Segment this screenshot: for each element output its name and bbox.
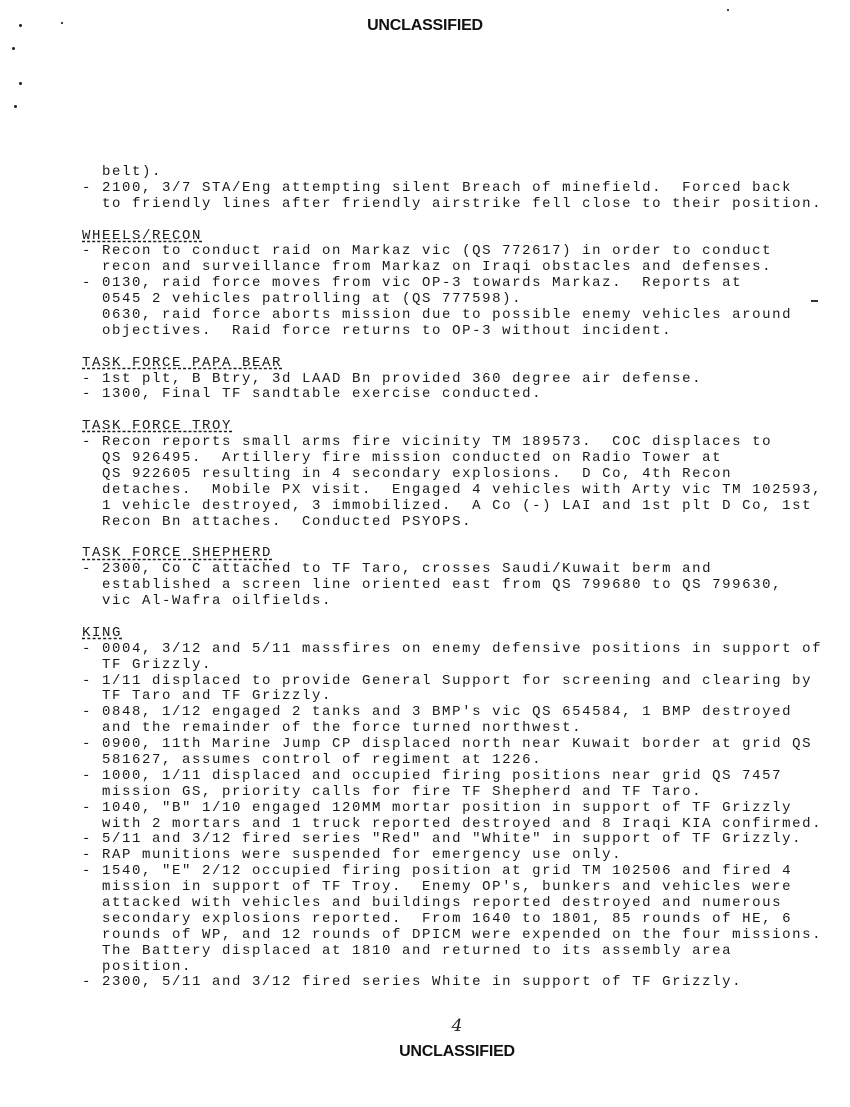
line-text: with 2 mortars and 1 truck reported destroyed and 8 Iraqi KIA confirmed. (102, 815, 823, 832)
section (82, 340, 822, 404)
line-text: 0900, 11th Marine Jump CP displaced north near Kuwait border at grid QS (102, 736, 813, 753)
text-line (82, 832, 822, 848)
text-line (82, 912, 822, 928)
section-heading-text: WHEELS/RECON (82, 227, 203, 244)
text-line (82, 658, 822, 674)
indent (82, 752, 102, 768)
line-text: detaches. Mobile PX visit. Engaged 4 vehicles with Arty vic TM 102593, (102, 481, 823, 498)
text-line (82, 292, 822, 308)
blank-line (82, 213, 822, 229)
scan-speck (12, 47, 15, 50)
text-line (82, 737, 822, 753)
list-item (82, 244, 822, 276)
line-text: QS 926495. Artillery fire mission conducted on Radio Tower at (102, 450, 723, 467)
line-text: rounds of WP, and 12 rounds of DPICM were expended on the four missions. (102, 926, 823, 943)
list-item (82, 165, 822, 181)
section-heading (82, 626, 822, 642)
line-text: 0130, raid force moves from vic OP-3 towards Markaz. Reports at (102, 275, 743, 292)
line-text: TF Grizzly. (102, 656, 213, 673)
text-line (82, 483, 822, 499)
indent (82, 688, 102, 704)
line-text: established a screen line oriented east from QS 799680 to QS 799630, (102, 577, 783, 594)
scan-speck (14, 105, 17, 108)
line-text: mission in support of TF Troy. Enemy OP's, bunkers and vehicles were (102, 879, 793, 896)
text-line (82, 801, 822, 817)
list-item (82, 975, 822, 991)
section-heading-text: TASK FORCE PAPA BEAR (82, 354, 283, 371)
line-text: 1 vehicle destroyed, 3 immobilized. A Co (-) LAI and 1st plt D Co, 1st (102, 497, 813, 514)
text-line (82, 181, 822, 197)
text-line (82, 689, 822, 705)
line-text: 2300, 5/11 and 3/12 fired series White in support of TF Grizzly. (102, 974, 743, 991)
classification-header: UNCLASSIFIED (367, 17, 483, 34)
text-line (82, 944, 822, 960)
section-heading-text: TASK FORCE TROY (82, 418, 233, 435)
list-item (82, 801, 822, 833)
text-line (82, 197, 822, 213)
section (82, 213, 822, 340)
bullet-dash: - (82, 863, 103, 880)
text-line (82, 499, 822, 515)
line-text: belt). (102, 164, 163, 180)
section-heading (82, 546, 822, 562)
text-line (82, 721, 822, 737)
line-text: 0848, 1/12 engaged 2 tanks and 3 BMP's vic QS 654584, 1 BMP destroyed (102, 704, 793, 721)
line-text: objectives. Raid force returns to OP-3 without incident. (102, 322, 673, 339)
text-line (82, 928, 822, 944)
text-line (82, 467, 822, 483)
section-heading (82, 229, 822, 245)
text-line (82, 769, 822, 785)
list-item (82, 435, 822, 530)
indent (82, 514, 102, 530)
indent (82, 307, 102, 323)
text-line (82, 753, 822, 769)
indent (82, 895, 102, 911)
indent (82, 720, 102, 736)
line-text: 0630, raid force aborts mission due to possible enemy vehicles around (102, 307, 793, 324)
text-line (82, 642, 822, 658)
blank-line (82, 610, 822, 626)
bullet-dash: - (82, 386, 103, 403)
text-line (82, 864, 822, 880)
line-text: attacked with vehicles and buildings reported destroyed and numerous (102, 894, 783, 911)
list-item (82, 276, 822, 340)
text-line (82, 594, 822, 610)
bullet-dash: - (82, 434, 103, 451)
text-line (82, 324, 822, 340)
bullet-dash: - (82, 736, 103, 753)
indent (82, 879, 102, 895)
section (82, 610, 822, 991)
line-text: Recon to conduct raid on Markaz vic (QS 772617) in order to conduct (102, 243, 773, 260)
section (82, 165, 822, 213)
line-text: Recon Bn attaches. Conducted PSYOPS. (102, 513, 473, 530)
list-item (82, 737, 822, 769)
text-line (82, 674, 822, 690)
text-line (82, 880, 822, 896)
line-text: to friendly lines after friendly airstrike fell close to their position. (102, 195, 823, 212)
text-line (82, 705, 822, 721)
text-line (82, 387, 822, 403)
text-line (82, 276, 822, 292)
text-line (82, 785, 822, 801)
line-text: 0545 2 vehicles patrolling at (QS 777598). (102, 291, 523, 308)
indent (82, 593, 102, 609)
line-text: mission GS, priority calls for fire TF Shepherd and TF Taro. (102, 783, 703, 800)
classification-footer: UNCLASSIFIED (399, 1043, 515, 1060)
line-text: 2300, Co C attached to TF Taro, crosses Saudi/Kuwait berm and (102, 561, 713, 578)
text-line (82, 817, 822, 833)
bullet-dash: - (82, 640, 103, 657)
bullet-dash: - (82, 561, 103, 578)
line-text: RAP munitions were suspended for emergency use only. (102, 847, 623, 864)
text-line (82, 165, 822, 181)
line-text: and the remainder of the force turned northwest. (102, 720, 583, 737)
line-text: 5/11 and 3/12 fired series "Red" and "White" in support of TF Grizzly. (102, 831, 803, 848)
bullet-dash: - (82, 243, 103, 260)
text-line (82, 975, 822, 991)
bullet-dash: - (82, 767, 103, 784)
indent (82, 259, 102, 275)
indent (82, 911, 102, 927)
bullet-dash: - (82, 275, 103, 292)
bullet-dash: - (82, 672, 103, 689)
text-line (82, 244, 822, 260)
line-text: 1040, "B" 1/10 engaged 120MM mortar position in support of TF Grizzly (102, 799, 793, 816)
scan-speck (727, 9, 729, 11)
text-line (82, 960, 822, 976)
list-item (82, 642, 822, 674)
blank-line (82, 403, 822, 419)
text-line (82, 848, 822, 864)
section (82, 530, 822, 609)
list-item (82, 562, 822, 610)
list-item (82, 848, 822, 864)
line-text: TF Taro and TF Grizzly. (102, 688, 333, 705)
line-text: 1st plt, B Btry, 3d LAAD Bn provided 360 degree air defense. (102, 370, 703, 387)
line-text: position. (102, 958, 193, 975)
document-body (82, 165, 822, 991)
text-line (82, 435, 822, 451)
section (82, 403, 822, 530)
line-text: secondary explosions reported. From 1640 to 1801, 85 rounds of HE, 6 (102, 910, 793, 927)
text-line (82, 260, 822, 276)
indent (82, 959, 102, 975)
text-line (82, 896, 822, 912)
indent (82, 196, 102, 212)
indent (82, 482, 102, 498)
section-heading-text: TASK FORCE SHEPHERD (82, 545, 273, 562)
text-line (82, 372, 822, 388)
scan-speck (19, 24, 22, 27)
line-text: vic Al-Wafra oilfields. (102, 593, 333, 610)
bullet-dash: - (82, 179, 103, 196)
bullet-dash: - (82, 370, 103, 387)
text-line (82, 515, 822, 531)
line-text: 581627, assumes control of regiment at 1226. (102, 751, 543, 768)
section-heading-text: KING (82, 624, 123, 641)
line-text: 1000, 1/11 displaced and occupied firing positions near grid QS 7457 (102, 767, 783, 784)
line-text: 1/11 displaced to provide General Support for screening and clearing by (102, 672, 813, 689)
line-text: The Battery displaced at 1810 and returned to its assembly area (102, 942, 733, 959)
indent (82, 577, 102, 593)
text-line (82, 578, 822, 594)
indent (82, 291, 102, 307)
indent (82, 450, 102, 466)
text-line (82, 562, 822, 578)
blank-line (82, 340, 822, 356)
text-line (82, 308, 822, 324)
line-text: 0004, 3/12 and 5/11 massfires on enemy defensive positions in support of (102, 640, 823, 657)
page-number: 4 (451, 1016, 463, 1036)
indent (82, 943, 102, 959)
bullet-dash: - (82, 831, 103, 848)
line-text: recon and surveillance from Markaz on Iraqi obstacles and defenses. (102, 259, 773, 276)
list-item (82, 387, 822, 403)
line-text: Recon reports small arms fire vicinity TM 189573. COC displaces to (102, 434, 773, 451)
bullet-dash: - (82, 704, 103, 721)
list-item (82, 769, 822, 801)
list-item (82, 705, 822, 737)
bullet-dash: - (82, 847, 103, 864)
indent (82, 323, 102, 339)
line-text: 1540, "E" 2/12 occupied firing position at grid TM 102506 and fired 4 (102, 863, 793, 880)
indent (82, 816, 102, 832)
text-line (82, 451, 822, 467)
section-heading (82, 356, 822, 372)
indent (82, 657, 102, 673)
scan-speck (19, 82, 22, 85)
bullet-dash: - (82, 974, 103, 991)
list-item (82, 864, 822, 975)
section-heading (82, 419, 822, 435)
scan-speck (61, 22, 63, 24)
list-item (82, 181, 822, 213)
indent (82, 164, 102, 180)
indent (82, 498, 102, 514)
list-item (82, 832, 822, 848)
list-item (82, 674, 822, 706)
line-text: 2100, 3/7 STA/Eng attempting silent Breach of minefield. Forced back (102, 179, 793, 196)
indent (82, 784, 102, 800)
list-item (82, 372, 822, 388)
bullet-dash: - (82, 799, 103, 816)
line-text: 1300, Final TF sandtable exercise conducted. (102, 386, 543, 403)
indent (82, 927, 102, 943)
line-text: QS 922605 resulting in 4 secondary explosions. D Co, 4th Recon (102, 465, 733, 482)
blank-line (82, 530, 822, 546)
indent (82, 466, 102, 482)
